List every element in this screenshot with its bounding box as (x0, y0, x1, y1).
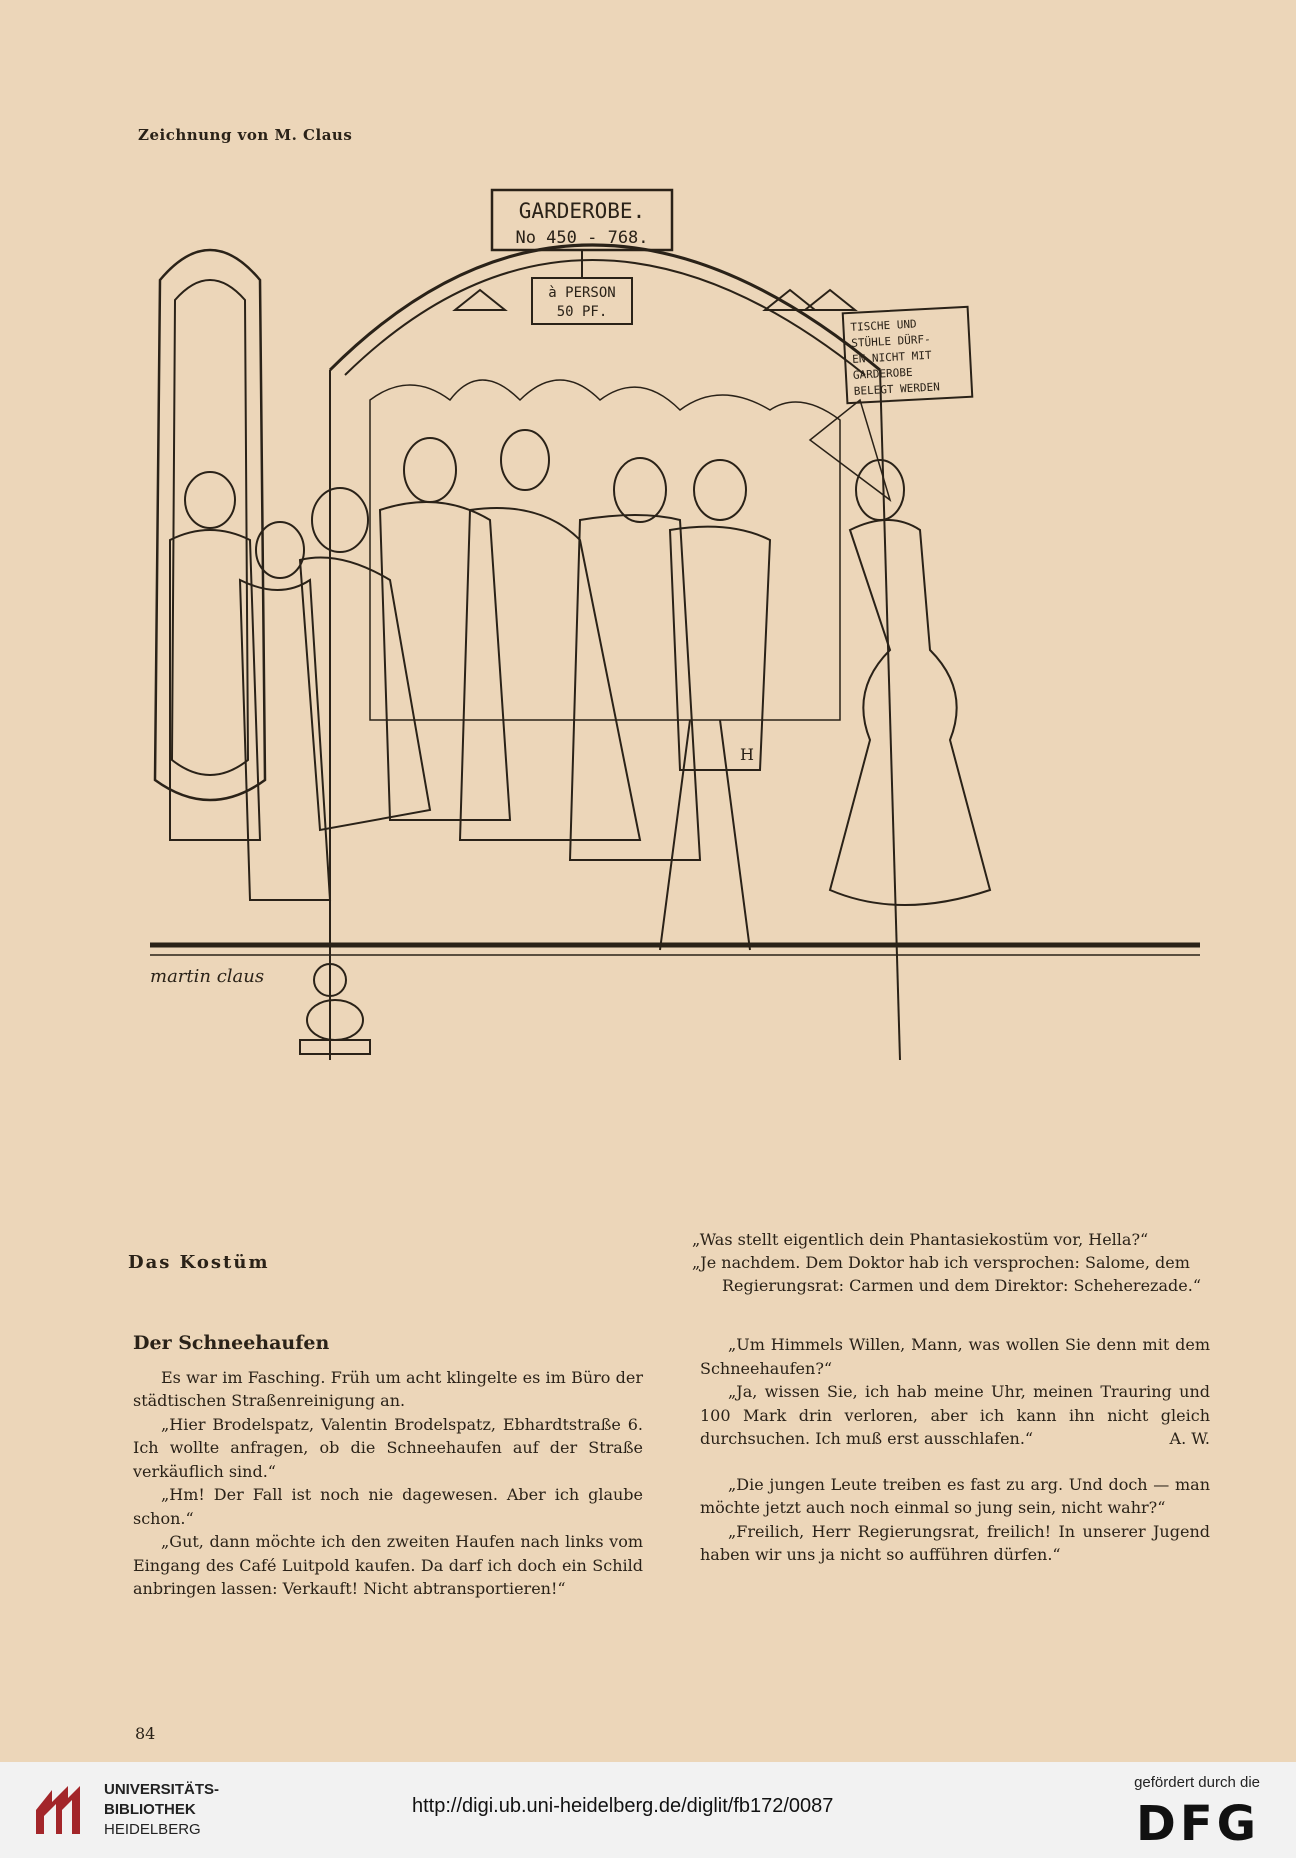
anecdote-paragraph: „Freilich, Herr Regierungsrat, freilich! In unserer Jugend haben wir uns ja nicht so aufführen dürfen.“ (700, 1521, 1210, 1564)
right-column (700, 1333, 1210, 1567)
caption-title: Das Kostüm (128, 1252, 270, 1273)
garderobe-sign-title: GARDEROBE. (518, 199, 646, 223)
library-name (104, 1780, 219, 1840)
anecdote-paragraph: „Die jungen Leute treiben es fast zu arg. Und doch — man möchte jetzt auch noch einmal so jung sein, nicht wahr?“ (700, 1474, 1210, 1517)
svg-text:TISCHE UND STÜHLE DÜRF (850, 316, 940, 397)
library-name-line-3: HEIDELBERG (104, 1821, 201, 1838)
notice-line-2: STÜHLE DÜRF- (850, 332, 932, 350)
price-sign-line-1: à PERSON (548, 285, 616, 301)
caption-line-1: „Was stellt eigentlich dein Phantasiekostüm vor, Hella?“ (692, 1230, 1149, 1249)
story-title: Der Schneehaufen (133, 1332, 330, 1354)
story-paragraph: „Gut, dann möchte ich den zweiten Haufen nach links vom Eingang des Café Luitpold kaufen. Da darf ich doch ein Schild anbringen lassen: Verkauft! Nicht abtransportieren!“ (133, 1532, 643, 1598)
story-signature: A. W. (1169, 1429, 1210, 1448)
funding-text: gefördert durch die (1134, 1774, 1260, 1791)
notice-line-4: GARDEROBE (852, 365, 913, 382)
dfg-logo: DFG (1135, 1796, 1260, 1852)
story-paragraph: „Hm! Der Fall ist noch nie dagewesen. Aber ich glaube schon.“ (133, 1485, 643, 1528)
university-library-logo-icon (28, 1780, 88, 1840)
library-name-line-2: BIBLIOTHEK (104, 1801, 196, 1818)
illustration-credit: Zeichnung von M. Claus (138, 126, 353, 144)
illustration (140, 160, 1220, 1270)
costumed-figures (170, 400, 990, 950)
caption-line-3: Regierungsrat: Carmen und dem Direktor: Scheherezade.“ (722, 1276, 1201, 1295)
notice-line-5: BELEGT WERDEN (853, 380, 941, 398)
notice-line-1: TISCHE UND (850, 317, 917, 334)
caption-dialogue (692, 1228, 1212, 1297)
caption-line-2: „Je nachdem. Dem Doktor hab ich versprochen: Salome, dem (692, 1253, 1190, 1272)
artist-signature: martin claus (150, 966, 265, 987)
toy-dog (300, 964, 370, 1054)
story-paragraph: „Hier Brodelspatz, Valentin Brodelspatz, Ebhardtstraße 6. Ich wollte anfragen, ob die Schneehaufen auf der Straße verkäuflich sind.“ (133, 1414, 643, 1481)
story-paragraph-text: „Ja, wissen Sie, ich hab meine Uhr, meinen Trauring und 100 Mark drin verloren, aber ich kann ihn nicht gleich durchsuchen. Ich muß erst ausschlafen.“ (700, 1382, 1210, 1448)
story-paragraph: Es war im Fasching. Früh um acht klingelte es im Büro der städtischen Straßenreinigung an. (133, 1367, 643, 1410)
permalink-url[interactable]: http://digi.ub.uni-heidelberg.de/diglit/fb172/0087 (412, 1795, 834, 1817)
story-paragraph: „Um Himmels Willen, Mann, was wollen Sie denn mit dem Schneehaufen?“ (700, 1335, 1210, 1378)
story-paragraph (700, 1380, 1210, 1451)
price-sign-line-2: 50 PF. (556, 304, 608, 320)
page-number: 84 (135, 1724, 156, 1743)
library-name-line-1: UNIVERSITÄTS- (104, 1781, 220, 1798)
garderobe-sign-numbers: No 450 - 768. (515, 228, 649, 248)
footer-bar (0, 1762, 1296, 1858)
cloakroom-drawing (140, 160, 1220, 1270)
artist-monogram: H (740, 745, 754, 764)
notice-line-3: EN NICHT MIT (851, 348, 932, 366)
story-column (133, 1332, 643, 1601)
